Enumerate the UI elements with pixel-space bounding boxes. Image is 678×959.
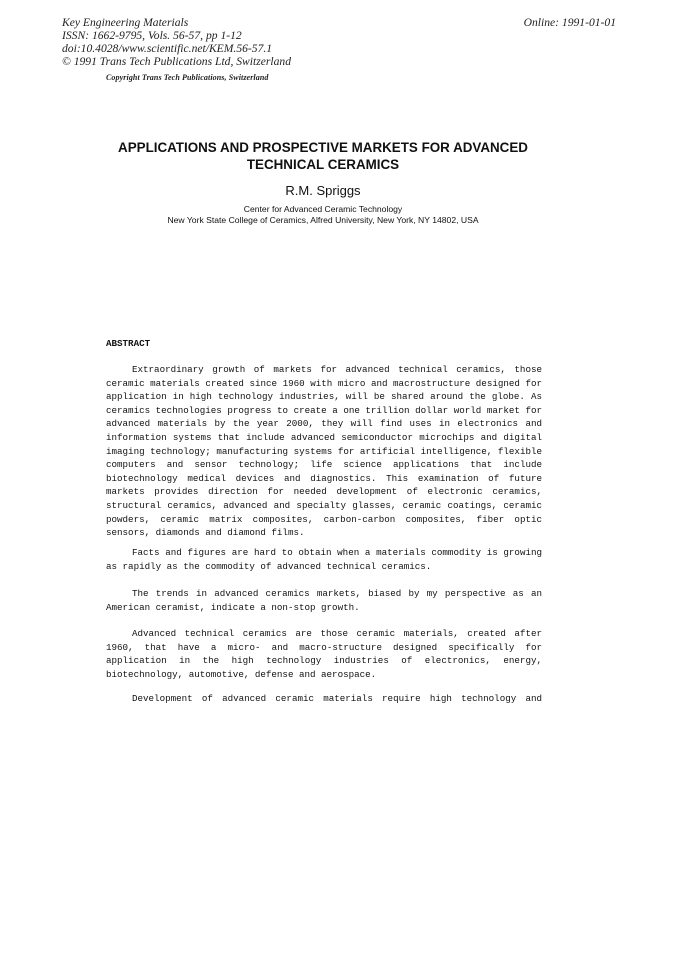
text-line: sensors, diamonds and diamond films. — [106, 527, 305, 539]
text-line: Facts and figures are hard to obtain when a materials commodity is growing — [132, 547, 542, 558]
text-line: powders, ceramic matrix composites, carbon-carbon composites, fiber optic — [106, 513, 542, 525]
copyright-line: © 1991 Trans Tech Publications Ltd, Switzerland — [62, 55, 292, 68]
body-paragraph — [106, 546, 542, 573]
text-line: 1960, that have a micro- and macro-structure designed specifically for — [106, 641, 542, 653]
text-line: ceramic materials created since 1960 with micro and macrostructure designed for — [106, 377, 542, 389]
issn-line: ISSN: 1662-9795, Vols. 56-57, pp 1-12 — [62, 29, 242, 42]
paper-title — [100, 139, 546, 173]
title-line-1: APPLICATIONS AND PROSPECTIVE MARKETS FOR ADVANCED — [118, 140, 528, 155]
journal-name: Key Engineering Materials — [62, 16, 189, 29]
doi-line: doi:10.4028/www.scientific.net/KEM.56-57.1 — [62, 42, 273, 55]
text-line: Extraordinary growth of markets for advanced technical ceramics, those — [132, 364, 542, 375]
text-line: advanced materials by the year 2000, they will find uses in electronics and — [106, 418, 542, 430]
text-line: Advanced technical ceramics are those ceramic materials, created after — [132, 628, 542, 639]
text-line: application in high technology industries, will be shared around the globe. As — [106, 391, 542, 403]
copyright-stamp: Copyright Trans Tech Publications, Switzerland — [106, 73, 269, 82]
affiliation-line-1: Center for Advanced Ceramic Technology — [243, 204, 403, 214]
text-line: as rapidly as the commodity of advanced technical ceramics. — [106, 560, 432, 572]
online-date: Online: 1991-01-01 — [523, 16, 616, 29]
text-line: imaging technology; manufacturing systems for artificial intelligence, flexible — [106, 445, 542, 457]
abstract-heading: ABSTRACT — [106, 338, 151, 349]
text-line: biotechnology medical devices and diagnostics. This examination of future — [106, 472, 542, 484]
text-line: application in the high technology industries of electronics, energy, — [106, 655, 542, 667]
text-line: information systems that include advanced semiconductor microchips and digital — [106, 431, 542, 443]
text-line: American ceramist, indicate a non-stop growth. — [106, 601, 360, 613]
body-paragraph — [106, 627, 542, 681]
text-line: computers and sensor technology; life science applications that include — [106, 459, 542, 471]
text-line: biotechnology, automotive, defense and aerospace. — [106, 668, 377, 680]
body-paragraph — [106, 692, 542, 706]
abstract-paragraph — [106, 363, 542, 540]
author-name: R.M. Spriggs — [285, 183, 361, 198]
text-line: Development of advanced ceramic materials require high technology and — [132, 693, 542, 704]
body-paragraph — [106, 587, 542, 614]
text-line: The trends in advanced ceramics markets, biased by my perspective as an — [132, 588, 542, 599]
title-line-2: TECHNICAL CERAMICS — [246, 157, 400, 172]
text-line: markets provides direction for needed development of electronic ceramics, — [106, 486, 542, 498]
text-line: structural ceramics, advanced and specialty glasses, ceramic coatings, ceramic — [106, 499, 542, 511]
text-line: ceramics technologies progress to create a one trillion dollar world market for — [106, 404, 542, 416]
affiliation-line-2: New York State College of Ceramics, Alfred University, New York, NY 14802, USA — [167, 215, 479, 225]
